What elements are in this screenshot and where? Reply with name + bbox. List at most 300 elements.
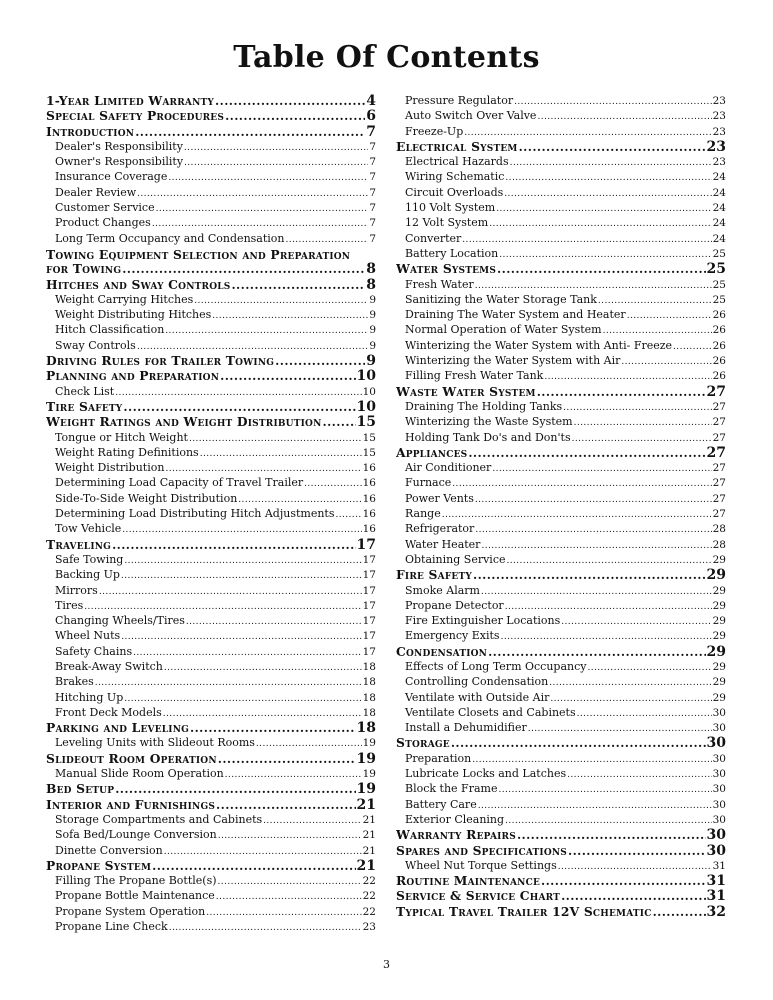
toc-entry-pressure-regulator[interactable]	[396, 93, 726, 108]
toc-entry-label: Brakes	[55, 675, 94, 689]
toc-entry-label: Customer Service	[55, 201, 155, 215]
toc-entry-page: 17	[362, 569, 376, 582]
toc-entry-label: Weight Rating Definitions	[55, 445, 199, 459]
toc-section-special-safety-procedures[interactable]	[46, 108, 376, 123]
toc-entry-label: Weight Ratings and Weight Distribution	[46, 414, 322, 430]
toc-entry-label: Special Safety Procedures	[46, 108, 225, 124]
toc-entry-page: 17	[362, 553, 376, 566]
toc-entry-refrigerator[interactable]	[396, 521, 726, 536]
toc-entry-label: Obtaining Service	[405, 552, 506, 566]
toc-entry-label: Determining Load Distributing Hitch Adjustments	[55, 507, 335, 521]
dot-leader	[475, 523, 711, 536]
toc-entry-determining-load-capacity-of-travel-trailer[interactable]	[46, 475, 376, 490]
toc-entry-page: 32	[706, 903, 726, 920]
dot-leader	[218, 875, 362, 888]
dot-leader	[84, 600, 361, 613]
toc-entry-electrical-hazards[interactable]	[396, 154, 726, 169]
toc-entry-label: Waste Water System	[396, 383, 536, 399]
toc-entry-page: 23	[712, 156, 726, 169]
toc-entry-range[interactable]	[396, 506, 726, 521]
dot-leader	[220, 369, 355, 383]
toc-entry-sway-controls[interactable]	[46, 338, 376, 353]
dot-leader	[489, 217, 711, 230]
toc-entry-label: Winterizing the Water System with Anti- Freeze	[405, 338, 673, 352]
toc-entry-determining-load-distributing-hitch-adjustments[interactable]	[46, 506, 376, 521]
toc-entry-winterizing-the-water-system-with-air[interactable]	[396, 353, 726, 368]
toc-entry-page: 27	[712, 462, 726, 475]
toc-entry-label: Parking and Leveling	[46, 720, 190, 736]
toc-column-right	[396, 93, 726, 919]
toc-entry-label: Propane Detector	[405, 598, 504, 612]
toc-entry-label: Electrical Hazards	[405, 155, 509, 169]
toc-entry-page: 27	[712, 400, 726, 413]
toc-section-parking-and-leveling[interactable]	[46, 720, 376, 735]
dot-leader	[216, 798, 355, 812]
dot-leader	[256, 737, 362, 750]
toc-entry-dealer-s-responsibility[interactable]	[46, 139, 376, 154]
dot-leader	[528, 722, 712, 735]
toc-entry-label: Weight Carrying Hitches	[55, 292, 194, 306]
toc-entry-label: Wheel Nut Torque Settings	[405, 858, 557, 872]
toc-entry-page: 21	[362, 813, 376, 826]
toc-entry-winterizing-the-waste-system[interactable]	[396, 414, 726, 429]
toc-entry-front-deck-models[interactable]	[46, 705, 376, 720]
toc-section-water-systems[interactable]	[396, 261, 726, 276]
toc-entry-page: 22	[362, 905, 376, 918]
dot-leader	[475, 279, 712, 292]
toc-entry-page: 10	[356, 398, 376, 415]
dot-leader	[442, 508, 712, 521]
dot-leader	[112, 538, 355, 552]
toc-entry-page: 27	[712, 492, 726, 505]
toc-entry-page: 10	[362, 385, 376, 398]
toc-entry-page: 17	[362, 630, 376, 643]
dot-leader	[263, 814, 361, 827]
toc-entry-label: 12 Volt System	[405, 216, 489, 230]
toc-section-introduction[interactable]	[46, 124, 376, 139]
toc-section-for-towing[interactable]	[46, 261, 376, 276]
dot-leader	[510, 156, 712, 169]
toc-entry-label: Exterior Cleaning	[405, 812, 505, 826]
dot-leader	[499, 248, 711, 261]
toc-entry-page: 30	[712, 722, 726, 735]
toc-entry-page: 9	[369, 309, 376, 322]
toc-entry-label: Ventilate Closets and Cabinets	[405, 705, 576, 719]
toc-entry-filling-fresh-water-tank[interactable]	[396, 368, 726, 383]
toc-entry-label: Tongue or Hitch Weight	[55, 430, 188, 444]
toc-entry-label: Propane Bottle Maintenance	[55, 889, 215, 903]
toc-entry-page: 29	[712, 660, 726, 673]
toc-entry-label: Tires	[55, 598, 84, 612]
toc-entry-exterior-cleaning[interactable]	[396, 812, 726, 827]
toc-entry-label: Effects of Long Term Occupancy	[405, 659, 587, 673]
toc-entry-page: 18	[362, 706, 376, 719]
toc-entry-page: 26	[712, 324, 726, 337]
toc-entry-weight-distribution[interactable]	[46, 460, 376, 475]
toc-entry-label: Fire Safety	[396, 567, 472, 583]
toc-entry-label: Freeze-Up	[405, 124, 464, 138]
toc-entry-page: 25	[706, 261, 726, 277]
toc-entry-page: 16	[362, 462, 376, 475]
toc-entry-label: Condensation	[396, 643, 488, 659]
toc-entry-hitch-classification[interactable]	[46, 322, 376, 337]
dot-leader	[478, 799, 712, 812]
toc-entry-weight-distributing-hitches[interactable]	[46, 307, 376, 322]
toc-entry-page: 15	[362, 446, 376, 459]
dot-leader	[122, 523, 361, 536]
toc-entry-effects-of-long-term-occupancy[interactable]	[396, 659, 726, 674]
dot-leader	[475, 493, 712, 506]
toc-entry-page: 21	[362, 844, 376, 857]
toc-entry-label: Air Conditioner	[405, 461, 492, 475]
toc-entry-weight-rating-definitions[interactable]	[46, 445, 376, 460]
toc-entry-label: Manual Slide Room Operation	[55, 767, 224, 781]
toc-entry-battery-location[interactable]	[396, 246, 726, 261]
toc-entry-winterizing-the-water-system-with-anti-freeze[interactable]	[396, 338, 726, 353]
toc-entry-label: for Towing	[46, 261, 122, 277]
toc-entry-water-heater[interactable]	[396, 537, 726, 552]
dot-leader	[231, 278, 365, 292]
toc-section-planning-and-preparation[interactable]	[46, 368, 376, 383]
toc-entry-hitching-up[interactable]	[46, 690, 376, 705]
toc-entry-mirrors[interactable]	[46, 583, 376, 598]
toc-entry-leveling-units-with-slideout-rooms[interactable]	[46, 735, 376, 750]
dot-leader	[452, 477, 711, 490]
toc-entry-manual-slide-room-operation[interactable]	[46, 766, 376, 781]
toc-entry-filling-the-propane-bottle-s[interactable]	[46, 873, 376, 888]
toc-entry-page: 17	[362, 615, 376, 628]
toc-section-electrical-system[interactable]	[396, 139, 726, 154]
toc-entry-page: 19	[356, 781, 376, 797]
toc-entry-block-the-frame[interactable]	[396, 781, 726, 796]
toc-entry-safety-chains[interactable]	[46, 644, 376, 659]
toc-entry-product-changes[interactable]	[46, 215, 376, 230]
toc-entry-wheel-nut-torque-settings[interactable]	[396, 858, 726, 873]
toc-entry-label: Check List	[55, 384, 115, 398]
dot-leader	[137, 340, 369, 353]
dot-leader	[497, 262, 705, 276]
dot-leader	[481, 585, 712, 598]
toc-entry-wiring-schematic[interactable]	[396, 169, 726, 184]
toc-entry-page: 17	[362, 584, 376, 597]
toc-entry-owner-s-responsibility[interactable]	[46, 154, 376, 169]
dot-leader	[225, 768, 362, 781]
dot-leader	[156, 202, 369, 215]
toc-entry-110-volt-system[interactable]	[396, 200, 726, 215]
toc-entry-label: 110 Volt System	[405, 201, 496, 215]
toc-entry-label: Sanitizing the Water Storage Tank	[405, 292, 597, 306]
toc-entry-label: Owner's Responsibility	[55, 155, 184, 169]
toc-entry-label: Normal Operation of Water System	[405, 323, 602, 337]
toc-section-weight-ratings-and-weight-distribution[interactable]	[46, 414, 376, 429]
dot-leader	[190, 721, 355, 735]
dot-leader	[537, 385, 706, 399]
toc-section-storage[interactable]	[396, 735, 726, 750]
toc-entry-page: 30	[712, 752, 726, 765]
toc-entry-page: 24	[712, 232, 726, 245]
toc-entry-label: Long Term Occupancy and Condensation	[55, 231, 285, 245]
toc-entry-label: Introduction	[46, 123, 135, 139]
toc-entry-converter[interactable]	[396, 231, 726, 246]
toc-section-condensation[interactable]	[396, 644, 726, 659]
toc-entry-label: Hitches and Sway Controls	[46, 276, 231, 292]
toc-entry-page: 7	[369, 140, 376, 153]
toc-section-appliances[interactable]	[396, 445, 726, 460]
dot-leader	[514, 95, 712, 108]
dot-leader	[165, 462, 361, 475]
toc-entry-fresh-water[interactable]	[396, 277, 726, 292]
toc-entry-page: 9	[366, 353, 376, 369]
toc-entry-side-to-side-weight-distribution[interactable]	[46, 491, 376, 506]
toc-entry-brakes[interactable]	[46, 674, 376, 689]
toc-section-traveling[interactable]	[46, 537, 376, 552]
toc-entry-page: 30	[712, 706, 726, 719]
toc-entry-insurance-coverage[interactable]	[46, 169, 376, 184]
toc-entry-check-list[interactable]	[46, 384, 376, 399]
dot-leader	[225, 109, 365, 123]
toc-section-interior-and-furnishings[interactable]	[46, 797, 376, 812]
toc-entry-label: Front Deck Models	[55, 705, 162, 719]
toc-entry-preparation[interactable]	[396, 751, 726, 766]
toc-entry-page: 27	[706, 444, 726, 461]
toc-entry-label: Safety Chains	[55, 644, 133, 658]
toc-entry-label: Propane System	[46, 857, 152, 873]
toc-section-fire-safety[interactable]	[396, 567, 726, 582]
dot-leader	[184, 141, 368, 154]
dot-leader	[488, 645, 705, 659]
toc-entry-12-volt-system[interactable]	[396, 215, 726, 230]
toc-entry-label: Driving Rules for Trailer Towing	[46, 353, 275, 369]
toc-entry-power-vents[interactable]	[396, 491, 726, 506]
dot-leader	[124, 554, 361, 567]
toc-entry-label: Hitching Up	[55, 690, 124, 704]
toc-entry-label: Hitch Classification	[55, 323, 165, 337]
toc-entry-page: 30	[706, 827, 726, 843]
dot-leader	[135, 125, 365, 139]
toc-entry-label: Install a Dehumidifier	[405, 721, 527, 735]
toc-entry-page: 16	[362, 477, 376, 490]
toc-entry-page: 24	[712, 217, 726, 230]
toc-entry-label: Routine Maintenance	[396, 873, 541, 889]
toc-entry-label: Block the Frame	[405, 782, 498, 796]
dot-leader	[168, 171, 368, 184]
toc-entry-label: Safe Towing	[55, 552, 124, 566]
toc-entry-label: Propane System Operation	[55, 904, 206, 918]
toc-entry-label: Water Heater	[405, 537, 481, 551]
dot-leader	[218, 829, 362, 842]
toc-entry-tow-vehicle[interactable]	[46, 521, 376, 536]
toc-entry-label: Spares and Specifications	[396, 842, 567, 858]
toc-section-propane-system[interactable]	[46, 858, 376, 873]
toc-entry-label: Planning and Preparation	[46, 368, 220, 384]
toc-section-warranty-repairs[interactable]	[396, 827, 726, 842]
toc-entry-sanitizing-the-water-storage-tank[interactable]	[396, 292, 726, 307]
toc-entry-page: 16	[362, 523, 376, 536]
toc-entry-label: Fresh Water	[405, 277, 474, 291]
toc-entry-label: Dealer Review	[55, 185, 137, 199]
toc-entry-draining-the-holding-tanks[interactable]	[396, 399, 726, 414]
toc-entry-page: 29	[706, 643, 726, 659]
toc-entry-label: Storage	[396, 735, 450, 751]
toc-entry-page: 27	[712, 477, 726, 490]
dot-leader	[184, 156, 368, 169]
toc-entry-label: Range	[405, 507, 441, 521]
toc-entry-page: 7	[369, 232, 376, 245]
toc-entry-backing-up[interactable]	[46, 567, 376, 582]
toc-section-bed-setup[interactable]	[46, 781, 376, 796]
toc-entry-label: Refrigerator	[405, 522, 475, 536]
toc-entry-label: Emergency Exits	[405, 629, 500, 643]
toc-entry-page: 23	[712, 125, 726, 138]
dot-leader	[133, 646, 362, 659]
toc-entry-page: 25	[712, 247, 726, 260]
dot-leader	[561, 889, 705, 903]
dot-leader	[200, 447, 362, 460]
toc-entry-page: 24	[712, 186, 726, 199]
toc-entry-freeze-up[interactable]	[396, 124, 726, 139]
toc-section-hitches-and-sway-controls[interactable]	[46, 277, 376, 292]
dot-leader	[568, 844, 706, 858]
toc-entry-page: 17	[362, 599, 376, 612]
toc-entry-page: 28	[712, 523, 726, 536]
toc-entry-long-term-occupancy-and-condensation[interactable]	[46, 231, 376, 246]
toc-entry-label: Sofa Bed/Lounge Conversion	[55, 828, 217, 842]
toc-entry-install-a-dehumidifier[interactable]	[396, 720, 726, 735]
toc-entry-page: 9	[369, 324, 376, 337]
toc-entry-safe-towing[interactable]	[46, 552, 376, 567]
dot-leader	[169, 921, 362, 934]
toc-entry-label: Slideout Room Operation	[46, 750, 217, 766]
toc-entry-page: 18	[362, 676, 376, 689]
toc-entry-propane-system-operation[interactable]	[46, 904, 376, 919]
toc-section-spares-and-specifications[interactable]	[396, 843, 726, 858]
toc-entry-propane-detector[interactable]	[396, 598, 726, 613]
dot-leader	[572, 432, 712, 445]
toc-entry-page: 28	[712, 538, 726, 551]
toc-section-routine-maintenance[interactable]	[396, 873, 726, 888]
toc-entry-page: 31	[712, 859, 726, 872]
toc-entry-label: Lubricate Locks and Latches	[405, 767, 567, 781]
toc-entry-label: Furnace	[405, 476, 452, 490]
toc-entry-label: Auto Switch Over Valve	[405, 109, 537, 123]
toc-entry-emergency-exits[interactable]	[396, 628, 726, 643]
toc-entry-page: 23	[712, 110, 726, 123]
dot-leader	[462, 233, 711, 246]
toc-entry-furnace[interactable]	[396, 475, 726, 490]
dot-leader	[163, 707, 362, 720]
toc-entry-customer-service[interactable]	[46, 200, 376, 215]
dot-leader	[123, 400, 355, 414]
toc-entry-controlling-condensation[interactable]	[396, 674, 726, 689]
toc-entry-fire-extinguisher-locations[interactable]	[396, 613, 726, 628]
toc-section-label-line1: Towing Equipment Selection and Preparation	[46, 246, 351, 262]
toc-section-tire-safety[interactable]	[46, 399, 376, 414]
toc-entry-label: Water Systems	[396, 261, 497, 277]
toc-entry-changing-wheels-tires[interactable]	[46, 613, 376, 628]
toc-entry-page: 30	[706, 735, 726, 751]
toc-entry-ventilate-with-outside-air[interactable]	[396, 690, 726, 705]
toc-entry-normal-operation-of-water-system[interactable]	[396, 322, 726, 337]
toc-entry-propane-bottle-maintenance[interactable]	[46, 888, 376, 903]
dot-leader	[563, 401, 711, 414]
toc-entry-ventilate-closets-and-cabinets[interactable]	[396, 705, 726, 720]
toc-entry-page: 19	[362, 768, 376, 781]
toc-entry-dinette-conversion[interactable]	[46, 843, 376, 858]
toc-entry-label: Interior and Furnishings	[46, 796, 216, 812]
toc-entry-label: Service & Service Chart	[396, 888, 561, 904]
toc-entry-propane-line-check[interactable]	[46, 919, 376, 934]
toc-entry-page: 6	[366, 108, 376, 124]
dot-leader	[587, 661, 711, 674]
dot-leader	[567, 768, 712, 781]
toc-entry-lubricate-locks-and-latches[interactable]	[396, 766, 726, 781]
toc-section-slideout-room-operation[interactable]	[46, 751, 376, 766]
dot-leader	[152, 859, 355, 873]
toc-entry-dealer-review[interactable]	[46, 185, 376, 200]
toc-entry-weight-carrying-hitches[interactable]	[46, 292, 376, 307]
toc-section-driving-rules-for-trailer-towing[interactable]	[46, 353, 376, 368]
toc-entry-obtaining-service[interactable]	[396, 552, 726, 567]
toc-section-1-year-limited-warranty[interactable]	[46, 93, 376, 108]
dot-leader	[505, 814, 712, 827]
dot-leader	[550, 692, 711, 705]
toc-entry-smoke-alarm[interactable]	[396, 583, 726, 598]
dot-leader	[286, 233, 369, 246]
toc-entry-page: 17	[356, 536, 376, 552]
toc-entry-page: 7	[369, 202, 376, 215]
dot-leader	[544, 370, 711, 383]
toc-entry-page: 29	[712, 676, 726, 689]
toc-entry-wheel-nuts[interactable]	[46, 628, 376, 643]
toc-entry-circuit-overloads[interactable]	[396, 185, 726, 200]
toc-entry-tires[interactable]	[46, 598, 376, 613]
dot-leader	[549, 676, 711, 689]
dot-leader	[336, 508, 362, 521]
toc-entry-page: 4	[366, 93, 376, 109]
toc-entry-break-away-switch[interactable]	[46, 659, 376, 674]
dot-leader	[498, 783, 711, 796]
toc-entry-label: Draining The Holding Tanks	[405, 399, 563, 413]
toc-entry-battery-care[interactable]	[396, 797, 726, 812]
toc-entry-page: 23	[706, 138, 726, 155]
toc-entry-label: Power Vents	[405, 491, 474, 505]
toc-entry-label: Bed Setup	[46, 781, 115, 797]
toc-entry-draining-the-water-system-and-heater[interactable]	[396, 307, 726, 322]
dot-leader	[507, 554, 712, 567]
dot-leader	[505, 171, 711, 184]
toc-entry-holding-tank-do-s-and-don-ts[interactable]	[396, 430, 726, 445]
toc-entry-page: 27	[712, 431, 726, 444]
toc-section-service-service-chart[interactable]	[396, 888, 726, 903]
dot-leader	[603, 324, 712, 337]
toc-entry-tongue-or-hitch-weight[interactable]	[46, 430, 376, 445]
toc-entry-auto-switch-over-valve[interactable]	[396, 108, 726, 123]
toc-section-typical-travel-trailer-12v-schematic[interactable]	[396, 904, 726, 919]
toc-entry-sofa-bed-lounge-conversion[interactable]	[46, 827, 376, 842]
dot-leader	[238, 493, 361, 506]
toc-entry-page: 21	[362, 829, 376, 842]
toc-entry-page: 25	[712, 278, 726, 291]
toc-entry-air-conditioner[interactable]	[396, 460, 726, 475]
toc-entry-page: 8	[366, 261, 376, 277]
toc-entry-storage-compartments-and-cabinets[interactable]	[46, 812, 376, 827]
toc-entry-page: 15	[356, 414, 376, 430]
dot-leader	[212, 309, 368, 322]
toc-section-waste-water-system[interactable]	[396, 384, 726, 399]
toc-entry-label: Holding Tank Do's and Don'ts	[405, 430, 571, 444]
toc-entry-label: Typical Travel Trailer 12V Schematic	[396, 903, 652, 919]
toc-entry-label: Leveling Units with Slideout Rooms	[55, 736, 255, 750]
